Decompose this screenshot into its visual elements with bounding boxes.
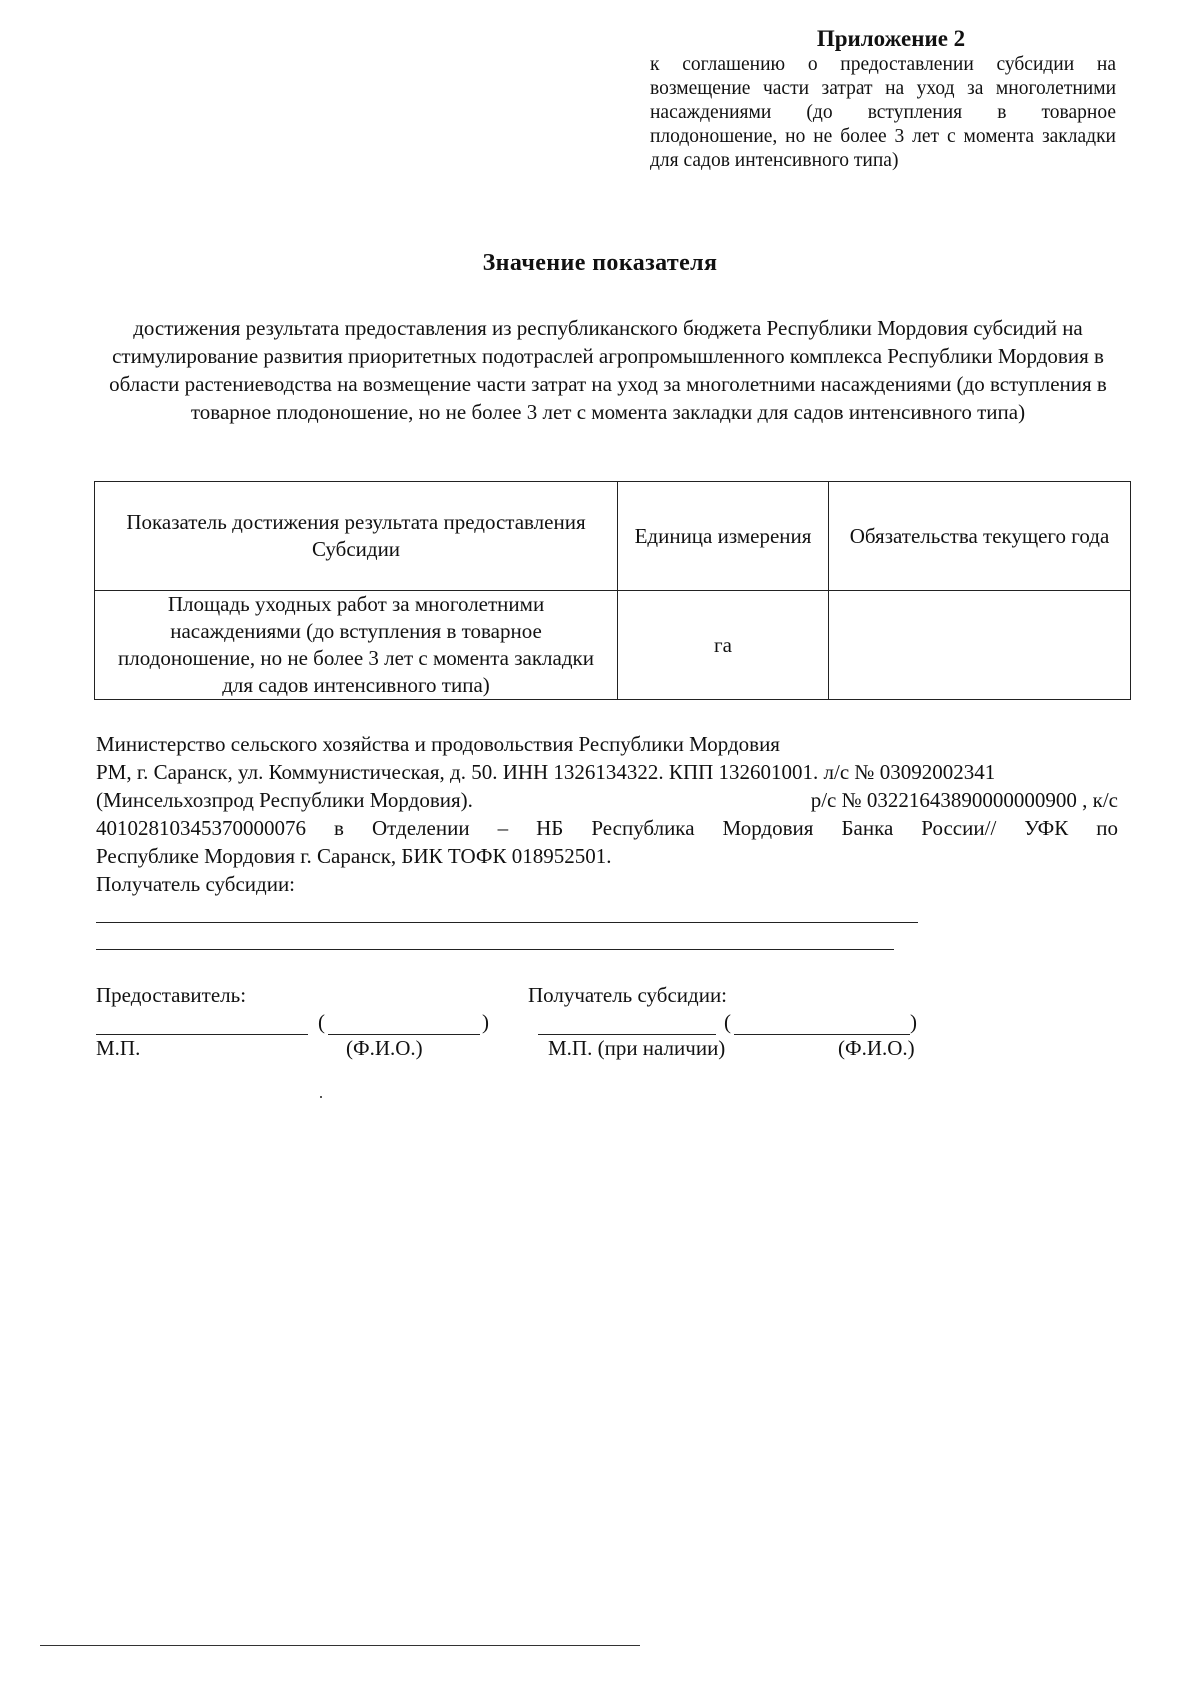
document-subtitle: достижения результата предоставления из республиканского бюджета Республики Мордовия субсидий на стимулирование развития приоритетных подотраслей агропромышленного комплекса Республики Мордовия в области растениеводства на возмещение части затрат на уход за многолетними насаждениями (до вступления в товарное плодоношение, но не более 3 лет с момента закладки для садов интенсивного типа)	[109, 316, 1107, 424]
cell-obligation	[829, 591, 1131, 700]
recipient-sign-label: Получатель субсидии:	[528, 983, 728, 1007]
appendix-block	[650, 26, 1116, 173]
recipient-label: Получатель субсидии:	[96, 872, 296, 896]
scan-speck	[320, 1096, 322, 1098]
recipient-blank-line-2[interactable]	[96, 949, 894, 950]
cell-unit: га	[618, 591, 829, 700]
account-line	[96, 786, 1118, 814]
table-header-row	[95, 482, 1131, 591]
recipient-close-paren: )	[910, 1010, 917, 1034]
ministry-name: Министерство сельского хозяйства и продовольствия Республики Мордовия	[96, 732, 780, 756]
header-unit: Единица измерения	[618, 482, 829, 591]
requisites-block	[96, 730, 1118, 898]
recipient-blank-line-1[interactable]	[96, 922, 918, 923]
document-title: Значение показателя	[482, 250, 718, 276]
table-row	[95, 591, 1131, 700]
appendix-title: Приложение 2	[816, 26, 966, 51]
footer-rule	[40, 1645, 640, 1646]
appendix-text: к соглашению о предоставлении субсидии на возмещение части затрат на уход за многолетними насаждениями (до вступления в товарное плодоношение, но не более 3 лет с момента закладки для садов интенсивного типа)	[650, 54, 1116, 171]
cell-indicator: Площадь уходных работ за многолетними насаждениями (до вступления в товарное плодоношение, но не более 3 лет с момента закладки для садов интенсивного типа)	[95, 591, 618, 700]
indicator-table	[94, 481, 1131, 700]
header-indicator: Показатель достижения результата предоставления Субсидии	[95, 482, 618, 591]
bank-tail: Республике Мордовия г. Саранск, БИК ТОФК 018952501.	[96, 844, 612, 868]
bank-line: 40102810345370000076 в Отделении – НБ Республика Мордовия Банка России// УФК по	[96, 816, 1118, 840]
ministry-address: РМ, г. Саранск, ул. Коммунистическая, д. 50. ИНН 1326134322. КПП 132601001. л/с № 03092002341	[96, 760, 996, 784]
provider-fio: (Ф.И.О.)	[346, 1036, 423, 1060]
settlement-account: р/с № 03221643890000000900 , к/с	[810, 788, 1118, 812]
recipient-seal: М.П. (при наличии)	[548, 1036, 726, 1060]
ministry-short-name: (Минсельхозпрод Республики Мордовия).	[96, 788, 473, 812]
header-obligation: Обязательства текущего года	[829, 482, 1131, 591]
recipient-fio: (Ф.И.О.)	[838, 1036, 915, 1060]
provider-seal: М.П.	[96, 1036, 141, 1060]
recipient-open-paren: (	[724, 1010, 731, 1034]
provider-label: Предоставитель:	[96, 983, 247, 1007]
provider-open-paren: (	[318, 1010, 325, 1034]
provider-close-paren: )	[482, 1010, 489, 1034]
